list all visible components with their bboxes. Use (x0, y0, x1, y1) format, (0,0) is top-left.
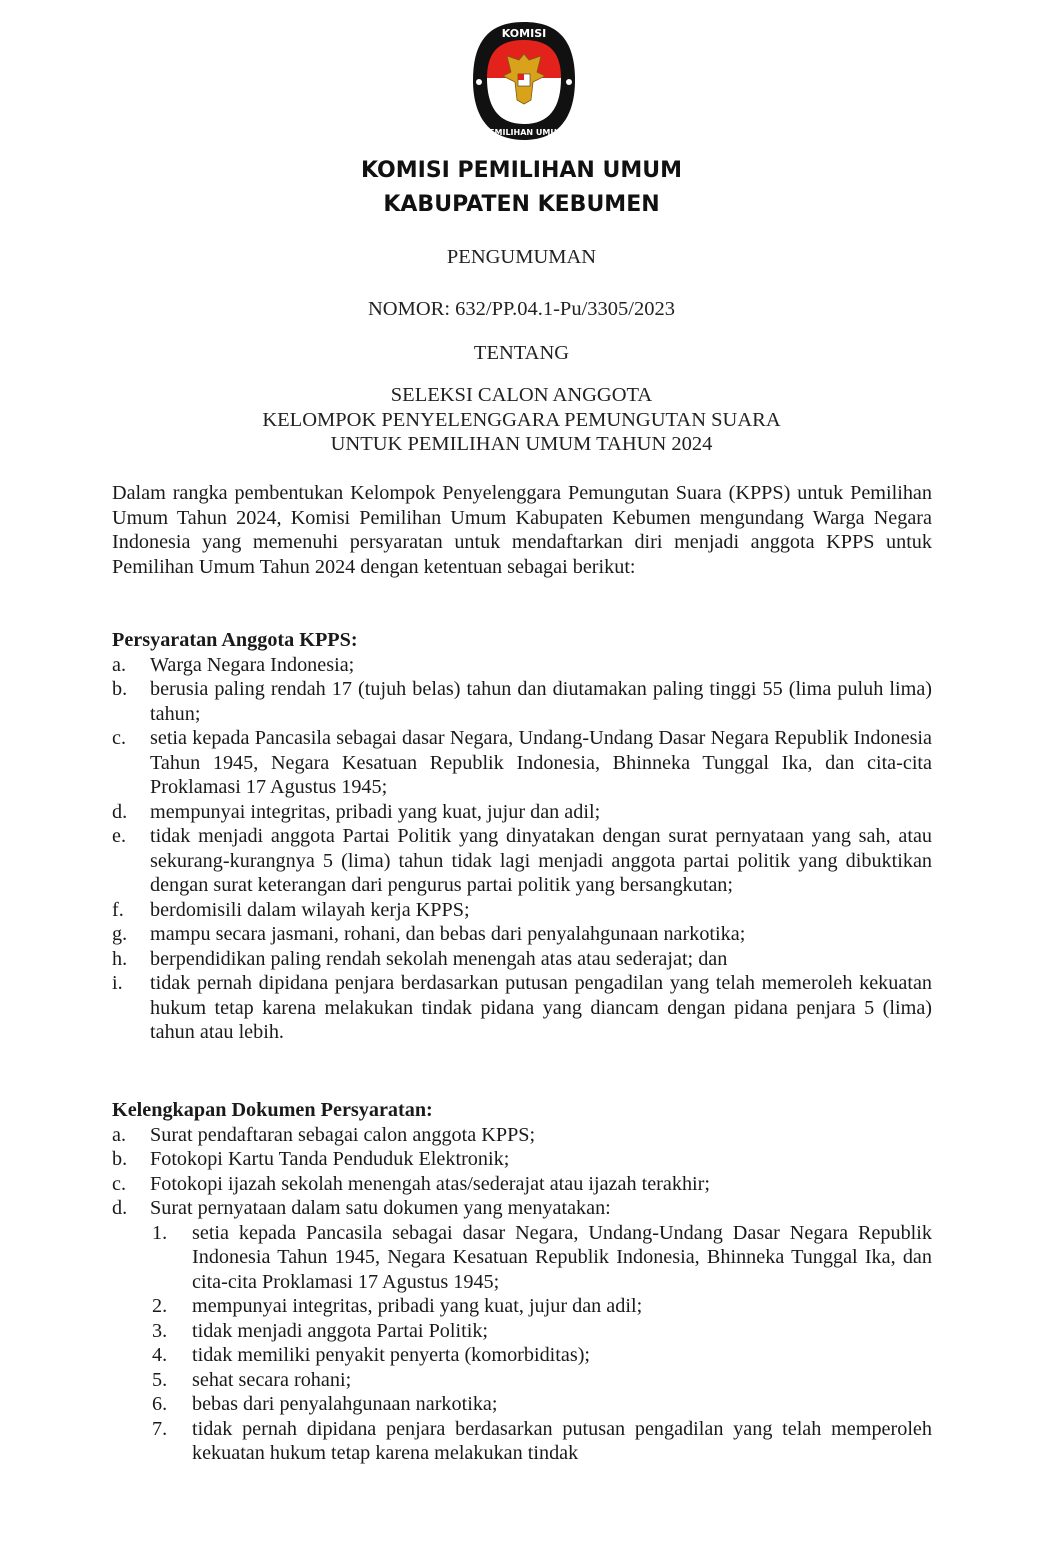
statement-item (112, 1319, 932, 1344)
document-item (112, 1147, 932, 1172)
org-region: KABUPATEN KEBUMEN (383, 192, 660, 217)
requirement-item-label: e. (112, 825, 127, 847)
requirement-item-text: Warga Negara Indonesia; (150, 653, 355, 676)
requirement-item (112, 726, 932, 800)
statement-item (112, 1343, 932, 1368)
document-item (112, 1196, 932, 1221)
requirements-section (112, 628, 932, 1045)
requirement-item-text: berdomisili dalam wilayah kerja KPPS; (150, 898, 470, 921)
doc-number: NOMOR: 632/PP.04.1-Pu/3305/2023 (368, 298, 675, 320)
statement-item (112, 1368, 932, 1393)
requirement-item-text: tidak menjadi anggota Partai Politik yang dinyatakan dengan surat pernyataan yang sah, atau sekurang-kurangnya 5 (lima) tahun tidak lagi menjadi anggota partai politik yang dibuktikan dengan surat keterangan dari pengurus partai politik yang bersangkutan; (150, 825, 932, 896)
requirement-item-label: b. (112, 678, 128, 700)
document-item-label: c. (112, 1172, 127, 1195)
statement-item-label: 2. (152, 1295, 168, 1317)
document-item-text: Surat pernyataan dalam satu dokumen yang menyatakan: (150, 1197, 611, 1219)
logo-bottom-text: PEMILIHAN UMUM (483, 128, 565, 137)
statement-item-label: 3. (152, 1319, 168, 1342)
subject-line: KELOMPOK PENYELENGGARA PEMUNGUTAN SUARA (262, 408, 781, 431)
statement-item-label: 5. (152, 1368, 168, 1391)
document-item (112, 1172, 932, 1197)
requirement-item (112, 677, 932, 726)
documents-heading: Kelengkapan Dokumen Persyaratan: (112, 1099, 433, 1121)
requirement-item-label: d. (112, 800, 128, 823)
doc-type: PENGUMUMAN (446, 246, 597, 268)
subject-line: SELEKSI CALON ANGGOTA (390, 384, 653, 406)
statement-item-label: 7. (152, 1417, 168, 1440)
statement-item (112, 1221, 932, 1295)
statement-item-text: mempunyai integritas, pribadi yang kuat, jujur dan adil; (192, 1295, 643, 1317)
requirement-item-text: tidak pernah dipidana penjara berdasarkan putusan pengadilan yang telah memeroleh kekuatan hukum tetap karena melakukan tindak pidana yang diancam dengan pidana penjara 5 (lima) tahun atau lebih. (150, 972, 932, 1043)
statement-item-text: tidak memiliki penyakit penyerta (komorbiditas); (192, 1344, 591, 1366)
statement-item-label: 6. (152, 1393, 168, 1415)
documents-list (112, 1123, 932, 1221)
document-item-label: d. (112, 1197, 128, 1219)
requirement-item-label: f. (112, 898, 124, 921)
document-item-text: Fotokopi Kartu Tanda Penduduk Elektronik; (150, 1148, 510, 1170)
kpu-logo-icon (471, 20, 577, 142)
requirement-item (112, 898, 932, 923)
intro-paragraph: Dalam rangka pembentukan Kelompok Penyelenggara Pemungutan Suara (KPPS) untuk Pemilihan Umum Tahun 2024, Komisi Pemilihan Umum Kabupaten Kebumen mengundang Warga Negara Indonesia yang memenuhi persyaratan untuk mendaftarkan diri menjadi anggota KPPS untuk Pemilihan Umum Tahun 2024 dengan ketentuan sebagai berikut: (112, 482, 932, 578)
statement-list (112, 1221, 932, 1466)
requirement-item (112, 800, 932, 825)
document-item (112, 1123, 932, 1148)
document-item-label: a. (112, 1123, 127, 1146)
statement-item-text: tidak menjadi anggota Partai Politik; (192, 1319, 489, 1342)
documents-section (112, 1098, 932, 1466)
document-item-text: Fotokopi ijazah sekolah menengah atas/sederajat atau ijazah terakhir; (150, 1172, 710, 1195)
org-name: KOMISI PEMILIHAN UMUM (361, 158, 682, 183)
statement-item (112, 1392, 932, 1417)
requirement-item (112, 971, 932, 1045)
document-item-text: Surat pendaftaran sebagai calon anggota KPPS; (150, 1123, 536, 1146)
requirement-item-label: h. (112, 947, 128, 970)
requirement-item-text: setia kepada Pancasila sebagai dasar Negara, Undang-Undang Dasar Negara Republik Indonesia Tahun 1945, Negara Kesatuan Republik Indonesia, Bhinneka Tunggal Ika, dan cita-cita Proklamasi 17 Agustus 1945; (150, 727, 932, 798)
requirement-item (112, 653, 932, 678)
statement-item (112, 1294, 932, 1319)
requirements-heading: Persyaratan Anggota KPPS: (112, 629, 358, 651)
requirement-item-text: berusia paling rendah 17 (tujuh belas) tahun dan diutamakan paling tinggi 55 (lima puluh lima) tahun; (150, 678, 932, 725)
statement-item-text: tidak pernah dipidana penjara berdasarkan putusan pengadilan yang telah memperoleh kekuatan hukum tetap karena melakukan tindak (192, 1417, 932, 1464)
document-item-label: b. (112, 1148, 128, 1170)
requirement-item-label: g. (112, 923, 128, 945)
requirement-item (112, 947, 932, 972)
requirement-item (112, 922, 932, 947)
logo-top-text: KOMISI (501, 27, 547, 40)
statement-item (112, 1417, 932, 1466)
doc-about: TENTANG (473, 342, 570, 364)
doc-subject (0, 383, 1043, 457)
requirement-item-label: c. (112, 727, 127, 749)
statement-item-label: 4. (152, 1344, 168, 1366)
subject-line: UNTUK PEMILIHAN UMUM TAHUN 2024 (330, 433, 713, 455)
requirement-item-text: mempunyai integritas, pribadi yang kuat, jujur dan adil; (150, 800, 601, 823)
statement-item-text: bebas dari penyalahgunaan narkotika; (192, 1393, 498, 1415)
statement-item-label: 1. (152, 1221, 168, 1244)
statement-item-text: setia kepada Pancasila sebagai dasar Negara, Undang-Undang Dasar Negara Republik Indonesia Tahun 1945, Negara Kesatuan Republik Indonesia, Bhinneka Tunggal Ika, dan cita-cita Proklamasi 17 Agustus 1945; (192, 1221, 932, 1293)
requirement-item (112, 824, 932, 898)
requirements-list (112, 653, 932, 1045)
requirement-item-label: a. (112, 653, 127, 676)
requirement-item-label: i. (112, 972, 123, 994)
statement-item-text: sehat secara rohani; (192, 1368, 352, 1391)
requirement-item-text: mampu secara jasmani, rohani, dan bebas dari penyalahgunaan narkotika; (150, 923, 746, 945)
requirement-item-text: berpendidikan paling rendah sekolah menengah atas atau sederajat; dan (150, 947, 728, 970)
